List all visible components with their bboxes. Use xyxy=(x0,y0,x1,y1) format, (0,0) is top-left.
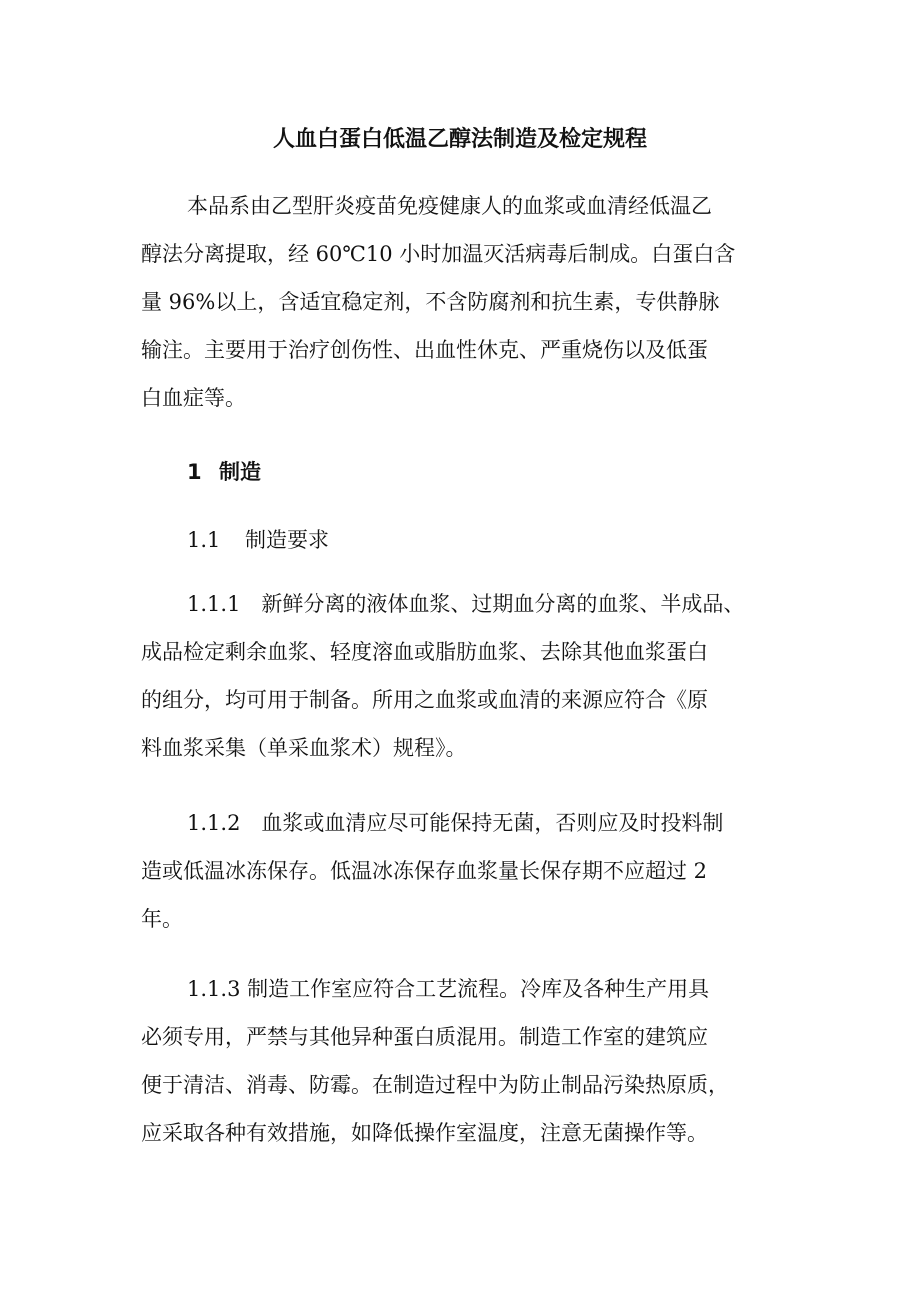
clause-1-1-2 xyxy=(141,799,801,943)
document-title: 人血白蛋白低温乙醇法制造及检定规程 xyxy=(272,127,647,152)
paragraph-line: 量 96%以上，含适宜稳定剂，不含防腐剂和抗生素，专供静脉 xyxy=(141,290,720,314)
paragraph-line: 便于清洁、消毒、防霉。在制造过程中为防止制品污染热原质， xyxy=(141,1073,729,1097)
paragraph-line: 1.1.2 血浆或血清应尽可能保持无菌，否则应及时投料制 xyxy=(187,811,724,835)
clause-1-1-3 xyxy=(141,965,801,1157)
section-heading-1-1 xyxy=(187,524,329,554)
intro-paragraph xyxy=(141,182,801,422)
paragraph-line: 的组分，均可用于制备。所用之血浆或血清的来源应符合《原 xyxy=(141,688,708,712)
paragraph-line: 白血症等。 xyxy=(141,386,246,410)
paragraph-line: 成品检定剩余血浆、轻度溶血或脂肪血浆、去除其他血浆蛋白 xyxy=(141,640,708,664)
paragraph-line: 年。 xyxy=(141,907,183,931)
section-heading-1 xyxy=(187,456,261,486)
paragraph-line: 输注。主要用于治疗创伤性、出血性休克、严重烧伤以及低蛋 xyxy=(141,338,708,362)
clause-1-1-1 xyxy=(141,580,801,772)
paragraph-line: 料血浆采集（单采血浆术）规程》。 xyxy=(141,736,467,760)
paragraph-line: 本品系由乙型肝炎疫苗免疫健康人的血浆或血清经低温乙 xyxy=(187,194,712,218)
paragraph-line: 应采取各种有效措施，如降低操作室温度，注意无菌操作等。 xyxy=(141,1121,708,1145)
section-title: 制造要求 xyxy=(245,528,329,552)
paragraph-line: 必须专用，严禁与其他异种蛋白质混用。制造工作室的建筑应 xyxy=(141,1025,708,1049)
paragraph-line: 醇法分离提取，经 60℃10 小时加温灭活病毒后制成。白蛋白含 xyxy=(141,242,736,266)
paragraph-line: 造或低温冰冻保存。低温冰冻保存血浆量长保存期不应超过 2 xyxy=(141,859,708,883)
section-title: 制造 xyxy=(219,460,261,484)
paragraph-line: 1.1.3 制造工作室应符合工艺流程。冷库及各种生产用具 xyxy=(187,977,710,1001)
section-number: 1 xyxy=(187,460,202,484)
paragraph-line: 1.1.1 新鲜分离的液体血浆、过期血分离的血浆、半成品、 xyxy=(187,592,745,616)
section-number: 1.1 xyxy=(187,528,221,552)
